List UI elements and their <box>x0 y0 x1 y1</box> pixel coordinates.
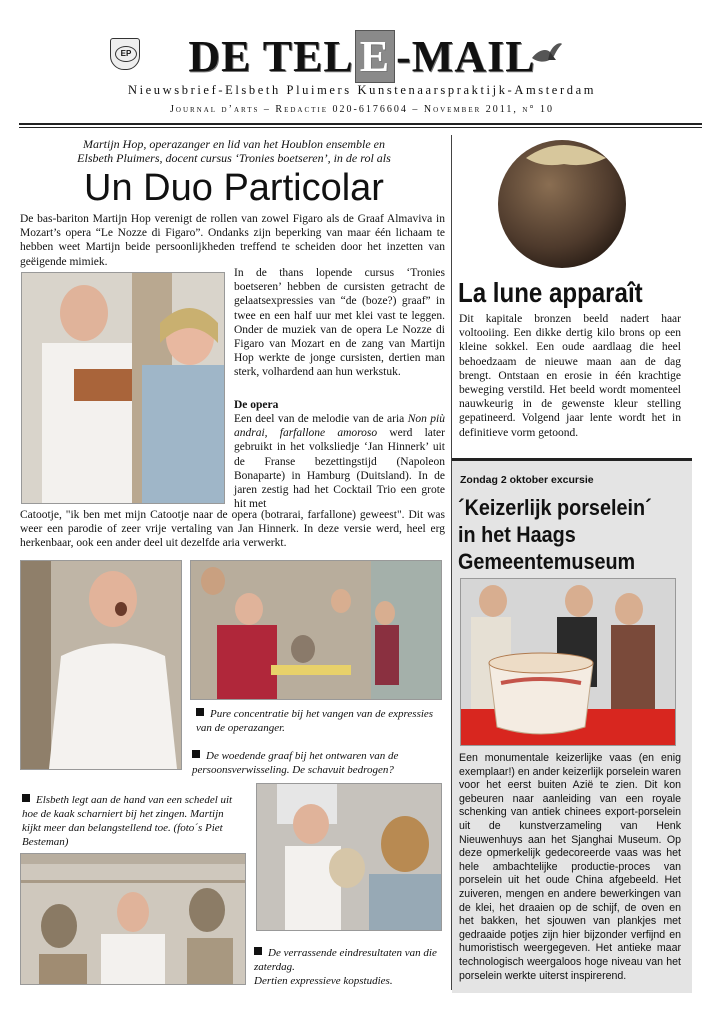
photo-singer-expression <box>20 560 182 770</box>
caption-angry-count-text: De woedende graaf bij het ontwaren van de persoonsverwisseling. De schavuit bedrogen? <box>192 750 399 776</box>
photo-duo-illustration <box>22 273 224 503</box>
title-left: DE TEL <box>188 32 354 81</box>
excursie-headline-2: in het Haags <box>458 522 576 547</box>
vase-illustration <box>461 579 675 745</box>
lune-body: Dit kapitale bronzen beeld nadert haar voltooiing. Een dikke dertig kilo brons op een kleine sokkel. Een oude aardlaag die heel behoedzaam de nieuwe maan aan de dag brengt. Ontstaan en erosie in één krachtige beweging verstild. Het beeld wordt momenteel nauwkeurig in de gewenste kleur stelling gepatineerd. Volgend jaar lente wordt het in definitieve vorm getoond. <box>459 313 681 439</box>
photo-class-sculpting <box>190 560 442 700</box>
lead-headline: Un Duo Particolar <box>84 167 384 209</box>
caption-results-text-1: De verrassende eindresultaten van die zaterdag. <box>254 947 437 973</box>
lead-intro <box>20 137 448 165</box>
caption-results <box>254 946 446 988</box>
caption-concentration-text: Pure concentratie bij het vangen van de expressies van de operazanger. <box>196 708 434 734</box>
bird-icon <box>528 38 564 70</box>
photo-bronze-moon <box>486 134 636 272</box>
photo-final-results <box>20 853 246 985</box>
photo-results-illustration <box>21 854 245 984</box>
lead-intro-line1: Martijn Hop, operazanger en lid van het Houblon ensemble en <box>83 137 385 151</box>
aria-title: Non più andrai, farfallone amoroso <box>234 413 445 440</box>
logo-initials: EP <box>115 46 137 62</box>
bronze-moon-illustration <box>486 134 636 272</box>
excursie-headline-3: Gemeentemuseum <box>458 549 636 574</box>
photo-duo-with-box <box>21 272 225 504</box>
masthead-rule <box>19 123 702 125</box>
excursie-dateline: Zondag 2 oktober excursie <box>460 474 594 486</box>
excursie-body: Een monumentale keizerlijke vaas (en enig exemplaar!) en ander keizerlijk porselein waren voor het eerst buiten Azië te zien. Dit kon gebeuren naar aanleiding van een royale schenking van antiek chinees export-porselein uit de kunstverzameling van Henk Nieuwenhuys aan het Sjanghai Museum. Op deze opmerkelijk gedecoreerde vaas was het hele ambachtelijke productie-proces van porselein uit het oude China afgebeeld. Het zuiveren, mengen en andere bewerkingen van de klei, het draaien op de schijf, de oven en het bakken, het sjouwen van plankjes met gedraaide potjes zijn hier bijzonder verfijnd en humoristisch weergegeven. Het antieke maar technologisch weergaloos hoge niveau van het porselein werkte uiterst inspirerend. <box>459 752 681 982</box>
caption-skull-text: Elsbeth legt aan de hand van een schedel uit hoe de kaak scharniert bij het zingen. Martijn kijkt meer dan belangstellend toe. (foto´s Piet Besteman) <box>22 794 233 848</box>
photo-singer-illustration <box>21 561 181 769</box>
lead-p3-end: werd later gebruikt in het volksliedje ‘Jan Hinnerk’ uit de Franse bezettingstijd (Napoleon Bonaparte) in Hamburg (Duitsland). In de jaren zestig had het Cocktail Trio een grote hit met <box>234 427 445 511</box>
caption-results-line1 <box>254 946 446 974</box>
lead-paragraph-2: In de thans lopende cursus ‘Tronies boetseren’ hebben de cursisten getracht de gelaatsexpressies van “de (boze?) graaf” in twee en een half uur met klei vast te leggen. Onder de muziek van de opera Le Nozze di Figaro van Mozart en de zang van Martijn Hop werkte de jonge cursisten, dertien man sterk, volhardend aan hun werkstuk. <box>234 267 445 379</box>
lead-intro-line2: Elsbeth Pluimers, docent cursus ‘Tronies boetseren’, in de rol als <box>77 151 391 165</box>
caption-results-text-2: Dertien expressieve kopstudies. <box>254 975 393 987</box>
photo-porcelain-vase <box>460 578 676 746</box>
lune-headline: La lune apparaît <box>458 277 643 308</box>
lead-paragraph-4: Catootje, "ik ben met mijn Catootje naar de opera (botrarai, farfallone) geweest". Dit was weer een parodie of zeer vrije vertaling van Jan Hinnerk. In deze versie werd, heel erg herkenbaar, ook een ander deel uit dezelfde aria verwerkt. <box>20 509 445 550</box>
caption-concentration <box>196 707 440 735</box>
bullet-square-icon <box>196 708 204 716</box>
excursie-headline <box>458 494 690 575</box>
bullet-square-icon <box>192 750 200 758</box>
bullet-square-icon <box>22 794 30 802</box>
photo-skull-illustration <box>257 784 441 930</box>
lead-paragraph-1: De bas-bariton Martijn Hop verenigt de rollen van zowel Figaro als de Graaf Almaviva in Mozart’s opera “Le Nozze di Figaro”. Ondanks zijn beperking van maar één lichaam te hebben weet Martijn beide persoonlijkheden treffend te scheiden door het inzetten van geëigende mimiek. <box>20 213 445 268</box>
photo-skull-demo <box>256 783 442 931</box>
masthead-title <box>0 30 724 83</box>
title-right: -MAIL <box>396 32 536 81</box>
lead-p3-start: Een deel van de melodie van de aria <box>234 413 408 425</box>
masthead-subtitle: Nieuwsbrief-Elsbeth Pluimers Kunstenaarspraktijk-Amsterdam <box>127 83 597 97</box>
lead-paragraph-3 <box>234 412 445 511</box>
caption-skull <box>22 793 244 849</box>
caption-angry-count <box>192 749 440 777</box>
masthead-rule-thin <box>19 127 702 128</box>
excursie-headline-1: ´Keizerlijk porselein´ <box>458 495 652 520</box>
photo-class-illustration <box>191 561 441 699</box>
subhead-de-opera: De opera <box>234 399 279 411</box>
journal-line: Journal d’arts – Redactie 020-6176604 – November 2011, n° 10 <box>170 104 554 115</box>
title-box-letter: E <box>355 30 395 83</box>
bullet-square-icon <box>254 947 262 955</box>
